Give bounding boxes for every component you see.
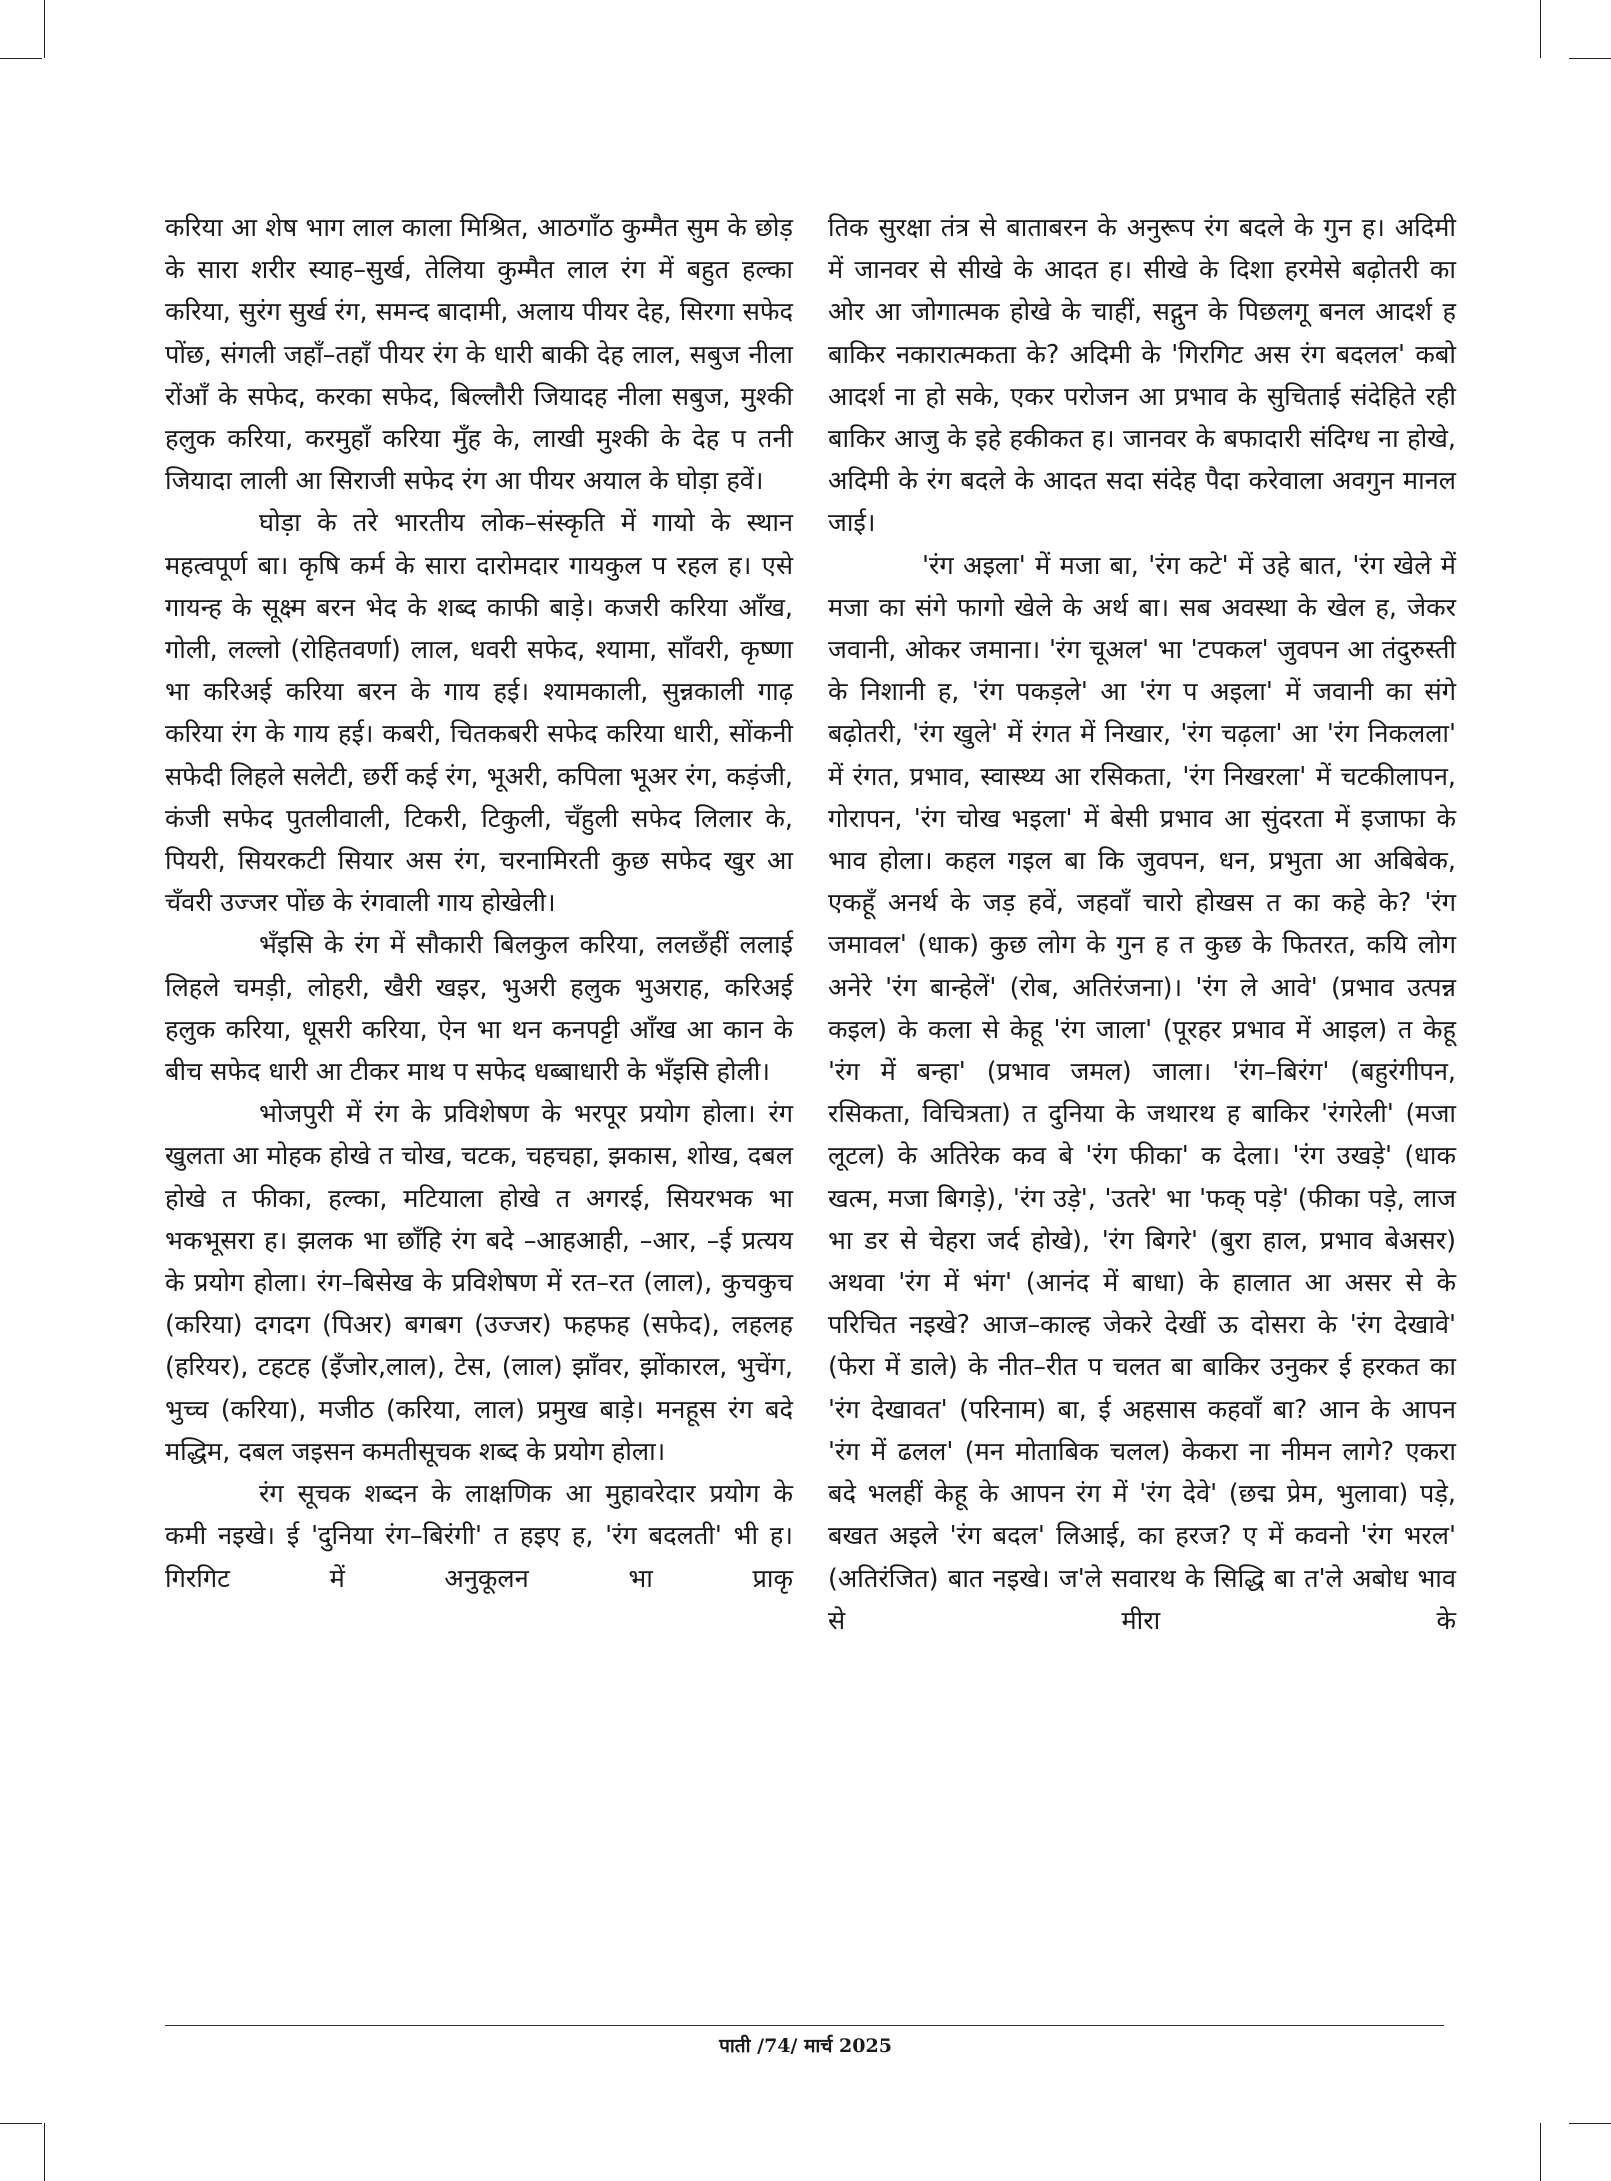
crop-mark-top-right-horizontal <box>1569 58 1611 59</box>
crop-mark-bottom-left-horizontal <box>0 2123 42 2124</box>
crop-mark-bottom-right <box>1540 2123 1541 2181</box>
page-folio: पाती /74/ मार्च 2025 <box>719 2035 892 2057</box>
paragraph: 'रंग अइला' में मजा बा, 'रंग कटे' में उहे बात, 'रंग खेले में मजा का संगे फागो खेले के अर्थ बा। सब अवस्था के खेल ह, जेकर जवानी, ओकर जमाना। 'रंग चूअल' भा 'टपकल' जुवपन आ तंदुरुस्ती के निशानी ह, 'रंग पकड़ले' आ 'रंग प अइला' में जवानी का संगे बढ़ोतरी, 'रंग खुले' में रंगत में निखार, 'रंग चढ़ला' आ 'रंग निकलला' में रंगत, प्रभाव, स्वास्थ्य आ रसिकता, 'रंग निखरला' में चटकीलापन, गोरापन, 'रंग चोख भइला' में बेसी प्रभाव आ सुंदरता में इजाफा के भाव होला। कहल गइल बा कि जुवपन, धन, प्रभुता आ अबिबेक, एकहूँ अनर्थ के जड़ हवें, जहवाँ चारो होखस त का कहे के? 'रंग जमावल' (धाक) कुछ लोग के गुन ह त कुछ के फितरत, कयि लोग अनेरे 'रंग बान्हेलें' (रोब, अतिरंजना)। 'रंग ले आवे' (प्रभाव उत्पन्न कइल) के कला से केहू 'रंग जाला' (पूरहर प्रभाव में आइल) त केहू 'रंग में बन्हा' (प्रभाव जमल) जाला। 'रंग–बिरंग' (बहुरंगीपन, रसिकता, विचित्रता) त दुनिया के जथारथ ह बाकिर 'रंगरेली' (मजा लूटल) के अतिरेक कव बे 'रंग फीका' क देला। 'रंग उखड़े' (धाक खत्म, मजा बिगड़े), 'रंग उड़े', 'उतरे' भा 'फक् पड़े' (फीका पड़े, लाज भा डर से चेहरा जर्द होखे), 'रंग बिगरे' (बुरा हाल, प्रभाव बेअसर) अथवा 'रंग में भंग' (आनंद में बाधा) के हालात आ असर से के परिचित नइखे? आज–काल्ह जेकरे देखीं ऊ दोसरा के 'रंग देखावे' (फेरा में डाले) के नीत–रीत प चलत बा बाकिर उनुकर ई हरकत का 'रंग देखावत' (परिनाम) बा, ई अहसास कहवाँ बा? आन के आपन 'रंग में ढलल' (मन मोताबिक चलल) केकरा ना नीमन लागे? एकरा बदे भलहीं केहू के आपन रंग में 'रंग देवे' (छद्म प्रेम, भुलावा) पड़े, बखत अइले 'रंग बदल' लिआई, का हरज? ए में कवनो 'रंग भरल' (अतिरंजित) बात नइखे। ज'ले सवारथ के सिद्धि बा त'ले अबोध भाव से मीरा के <box>828 549 1456 1635</box>
crop-mark-bottom-right-horizontal <box>1569 2123 1611 2124</box>
crop-mark-top-right <box>1540 0 1541 58</box>
paragraph: रंग सूचक शब्दन के लाक्षणिक आ मुहावरेदार प्रयोग के कमी नइखे। ई 'दुनिया रंग–बिरंगी' त हइए ह, 'रंग बदलती' भी ह। गिरगिट में अनुकूलन भा प्राकृ <box>165 1478 793 1593</box>
left-text-column <box>165 206 793 1599</box>
footer-rule <box>165 2025 1444 2026</box>
crop-mark-top-left <box>44 0 45 58</box>
right-text-column <box>828 206 1456 1641</box>
crop-mark-bottom-left <box>44 2123 45 2181</box>
paragraph: तिक सुरक्षा तंत्र से बाताबरन के अनुरूप रंग बदले के गुन ह। अदिमी में जानवर से सीखे के आदत ह। सीखे के दिशा हरमेसे बढ़ोतरी का ओर आ जोगात्मक होखे के चाहीं, सद्गुन के पिछलगू बनल आदर्श ह बाकिर नकारात्मकता के? अदिमी के 'गिरगिट अस रंग बदलल' कबो आदर्श ना हो सके, एकर परोजन आ प्रभाव के सुचिताई संदेहिते रही बाकिर आजु के इहे हकीकत ह। जानवर के बफादारी संदिग्ध ना होखे, अदिमी के रंग बदले के आदत सदा संदेह पैदा करेवाला अवगुन मानल जाई। <box>828 212 1456 538</box>
paragraph: घोड़ा के तरे भारतीय लोक–संस्कृति में गायो के स्थान महत्वपूर्ण बा। कृषि कर्म के सारा दारोमदार गायकुल प रहल ह। एसे गायन्ह के सूक्ष्म बरन भेद के शब्द काफी बाड़े। कजरी करिया आँख, गोली, लल्लो (रोहितवर्णा) लाल, धवरी सफेद, श्यामा, साँवरी, कृष्णा भा करिअई करिया बरन के गाय हई। श्यामकाली, सुन्नकाली गाढ़ करिया रंग के गाय हई। कबरी, चितकबरी सफेद करिया धारी, सोंकनी सफेदी लिहले सलेटी, छर्री कई रंग, भूअरी, कपिला भूअर रंग, कड़ंजी, कंजी सफेद पुतलीवाली, टिकरी, टिकुली, चँहुली सफेद लिलार के, पियरी, सियरकटी सियार अस रंग, चरनामिरती कुछ सफेद खुर आ चँवरी उज्जर पोंछ के रंगवाली गाय होखेली। <box>165 507 793 918</box>
paragraph: भोजपुरी में रंग के प्रविशेषण के भरपूर प्रयोग होला। रंग खुलता आ मोहक होखे त चोख, चटक, चहचहा, झकास, शोख, दबल होखे त फीका, हल्का, मटियाला होखे त अगरई, सियरभक भा भकभूसरा ह। झलक भा छाँहि रंग बदे –आहआही, –आर, –ई प्रत्यय के प्रयोग होला। रंग–बिसेख के प्रविशेषण में रत–रत (लाल), कुचकुच (करिया) दगदग (पिअर) बगबग (उज्जर) फहफह (सफेद), लहलह (हरियर), टहटह (इँजोर,लाल), टेस, (लाल) झाँवर, झोंकारल, भुचेंग, भुच्च (करिया), मजीठ (करिया, लाल) प्रमुख बाड़े। मनहूस रंग बदे मद्धिम, दबल जइसन कमतीसूचक शब्द के प्रयोग होला। <box>165 1098 793 1466</box>
crop-mark-top-left-horizontal <box>0 58 42 59</box>
paragraph: करिया आ शेष भाग लाल काला मिश्रित, आठगाँठ कुम्मैत सुम के छोड़ के सारा शरीर स्याह–सुर्ख, तेलिया कुम्मैत लाल रंग में बहुत हल्का करिया, सुरंग सुर्ख रंग, समन्द बादामी, अलाय पीयर देह, सिरगा सफेद पोंछ, संगली जहाँ–तहाँ पीयर रंग के धारी बाकी देह लाल, सबुज नीला रोंआँ के सफेद, करका सफेद, बिल्लौरी जियादह नीला सबुज, मुश्की हलुक करिया, करमुहाँ करिया मुँह के, लाखी मुश्की के देह प तनी जियादा लाली आ सिराजी सफेद रंग आ पीयर अयाल के घोड़ा हवें। <box>165 212 793 496</box>
paragraph: भँइसि के रंग में सौकारी बिलकुल करिया, ललछँहीं ललाई लिहले चमड़ी, लोहरी, खैरी खइर, भुअरी हलुक भुअराह, करिअई हलुक करिया, धूसरी करिया, ऐन भा थन कनपट्टी आँख आ कान के बीच सफेद धारी आ टीकर माथ प सफेद धब्बाधारी के भँइसि होली। <box>165 929 793 1087</box>
